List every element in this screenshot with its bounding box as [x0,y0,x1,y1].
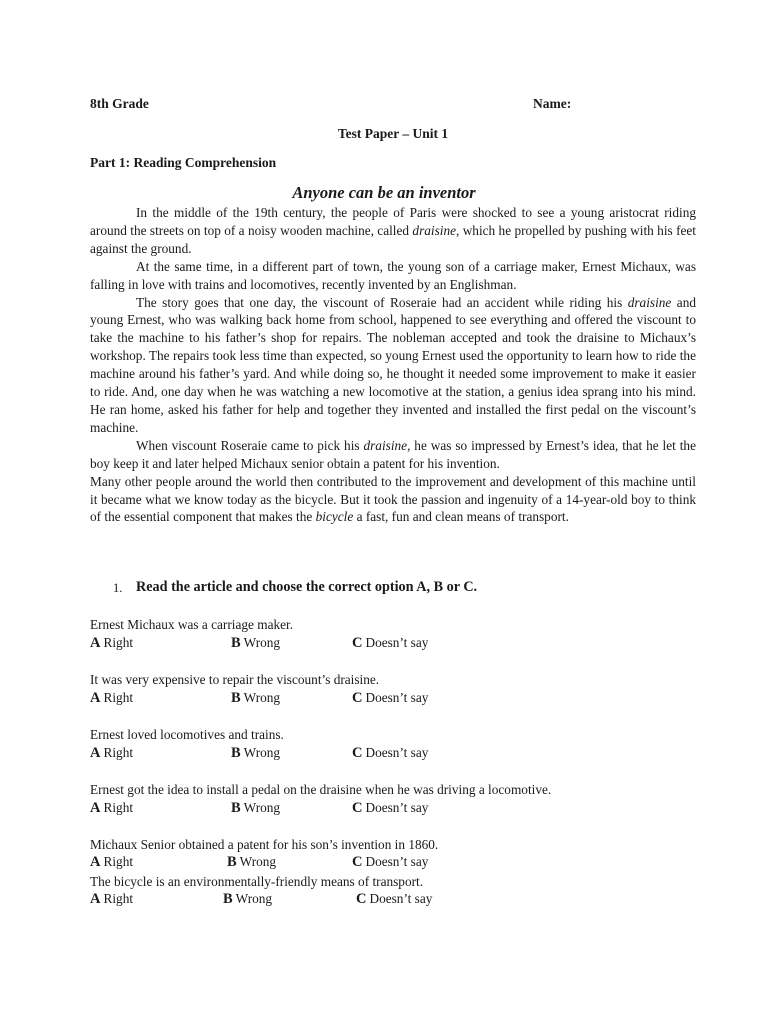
question-6-option-c[interactable]: C Doesn’t say [356,891,433,907]
exercise-instruction: Read the article and choose the correct option A, B or C. [136,579,478,595]
question-5-statement: Michaux Senior obtained a patent for his son’s invention in 1860. [90,837,439,852]
article-paragraph-2: At the same time, in a different part of town, the young son of a carriage maker, Ernest Michaux, was falling in love with trains and locomotives, recently invented by an Englishman. [90,258,696,292]
article-paragraph-3: The story goes that one day, the viscount of Roseraie had an accident while riding his draisine and young Ernest, who was walking back home from school, happened to see everything and offered the viscount to take the machine to his father’s shop for repairs. The nobleman accepted and took the draisine to Michaux’s workshop. The repairs took less time than expected, so young Ernest used the opportunity to learn how to ride the machine around his father’s yard. And while doing so, he thought it needed some improvement to make it easier to ride. And, one day when he was watching a new locomotive at the station, a genius idea sprang into his mind. He ran home, asked his father for help and together they invented and installed the first pedal on the viscount’s machine. [90,294,696,435]
question-1-option-a[interactable]: A Right [90,635,134,651]
question-6-option-b[interactable]: B Wrong [223,891,273,907]
question-2-option-b[interactable]: B Wrong [231,690,281,706]
question-6-statement: The bicycle is an environmentally-friendly means of transport. [90,874,424,889]
article-paragraph-5: Many other people around the world then contributed to the improvement and development of this machine until it became what we know today as the bicycle. But it took the passion and ingenuity of a 14-year-old boy to think of the essential component that makes the bicycle a fast, fun and clean means of transport. [90,473,696,525]
question-3-option-b[interactable]: B Wrong [231,745,281,761]
question-3-option-c[interactable]: C Doesn’t say [352,745,429,761]
question-2-option-a[interactable]: A Right [90,690,134,706]
question-1-option-b[interactable]: B Wrong [231,635,281,651]
question-4-option-c[interactable]: C Doesn’t say [352,800,429,816]
question-1-option-c[interactable]: C Doesn’t say [352,635,429,651]
article-paragraph-1: In the middle of the 19th century, the people of Paris were shocked to see a young aristocrat riding around the streets on top of a noisy wooden machine, called draisine, which he propelled by pushing with his feet against the ground. [90,205,696,256]
question-5-option-b[interactable]: B Wrong [227,854,277,870]
question-6-option-a[interactable]: A Right [90,891,134,907]
question-4-option-b[interactable]: B Wrong [231,800,281,816]
question-4-option-a[interactable]: A Right [90,800,134,816]
test-title: Test Paper – Unit 1 [337,126,449,141]
question-5-option-a[interactable]: A Right [90,854,134,870]
article-title: Anyone can be an inventor [292,183,476,202]
question-2-option-c[interactable]: C Doesn’t say [352,690,429,706]
exercise-number: 1. [113,581,123,595]
name-label: Name: [533,96,572,111]
grade-label: 8th Grade [90,96,149,111]
article-paragraph-4: When viscount Roseraie came to pick his draisine, he was so impressed by Ernest’s idea, that he let the boy keep it and later helped Michaux senior obtain a patent for his invention. [90,437,696,471]
question-3-statement: Ernest loved locomotives and trains. [90,727,284,742]
question-4-statement: Ernest got the idea to install a pedal on the draisine when he was driving a locomotive. [90,782,552,797]
article-body [90,204,696,526]
question-2-statement: It was very expensive to repair the viscount’s draisine. [90,672,380,687]
question-5-option-c[interactable]: C Doesn’t say [352,854,429,870]
question-1-statement: Ernest Michaux was a carriage maker. [90,617,294,632]
part-title: Part 1: Reading Comprehension [90,155,277,170]
question-3-option-a[interactable]: A Right [90,745,134,761]
